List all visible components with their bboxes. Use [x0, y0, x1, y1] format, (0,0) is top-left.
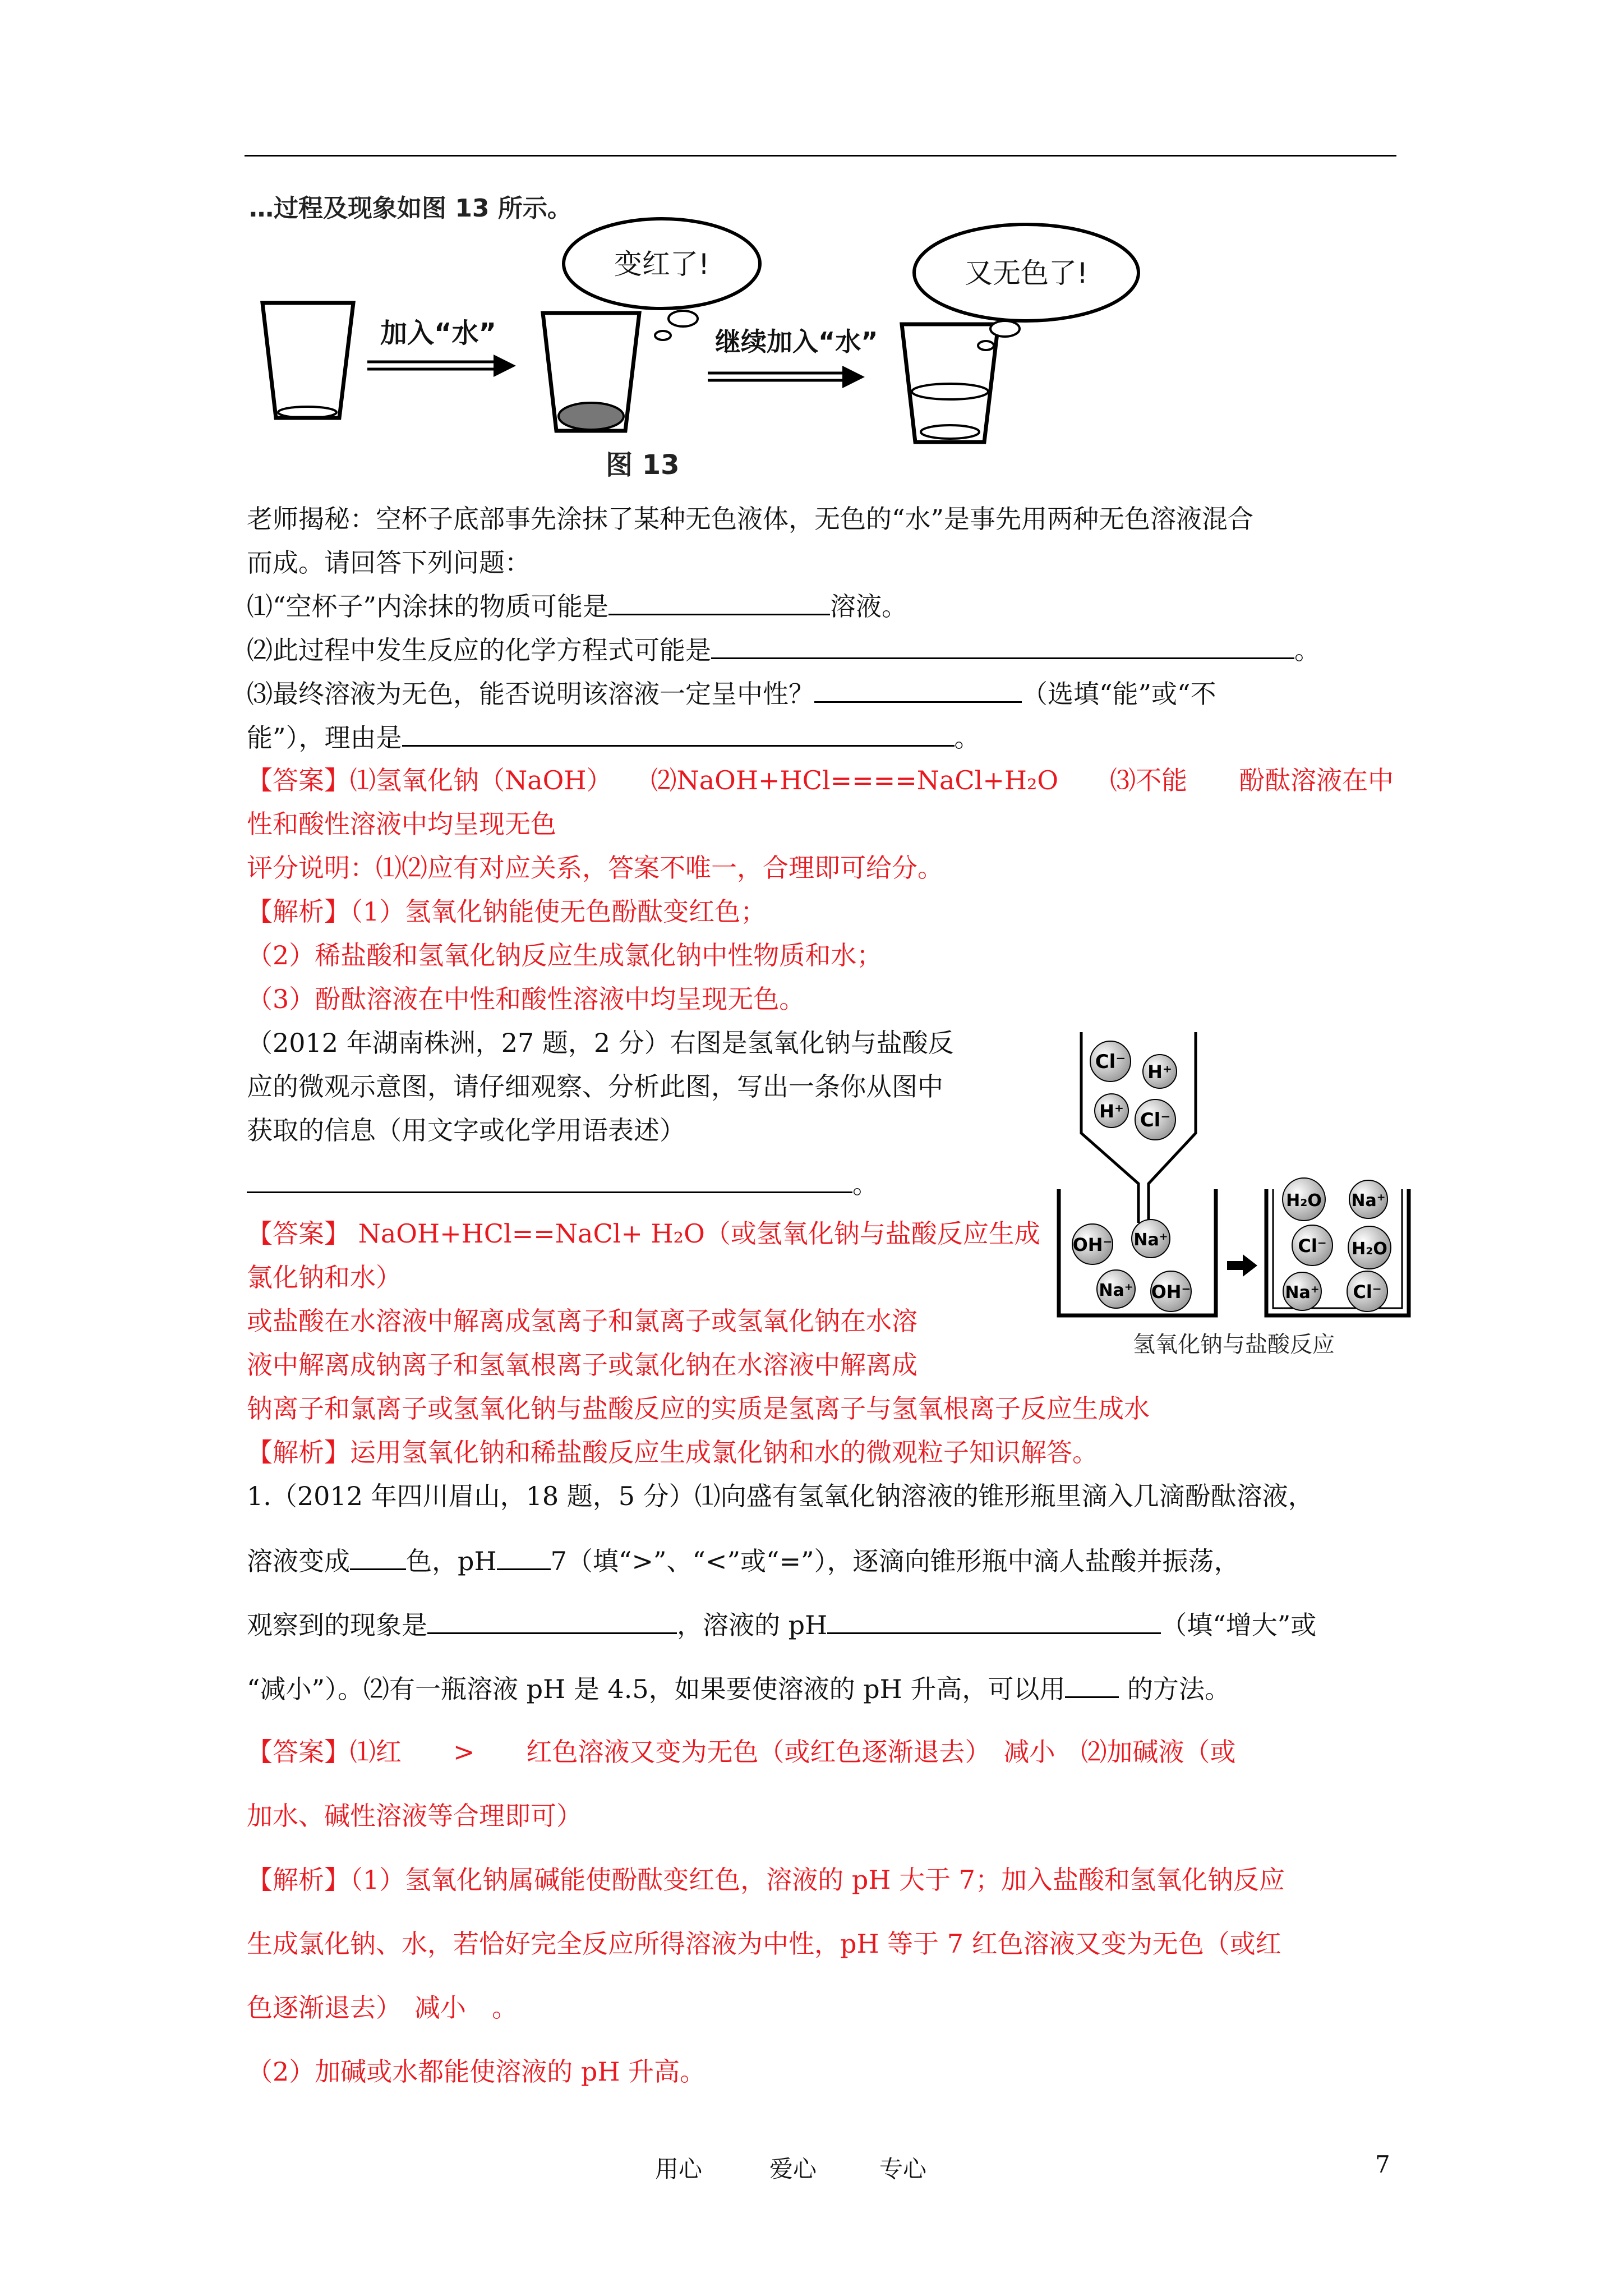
beaker-after-cl-1	[1292, 1225, 1332, 1266]
beaker-ion-oh-2	[1151, 1271, 1191, 1312]
arrow-add-more-water	[708, 326, 878, 388]
figure-13-intro: …过程及现象如图 13 所示。	[249, 194, 572, 223]
beaker-ion-na-1	[1132, 1220, 1170, 1258]
q2-line-4	[247, 1167, 878, 1200]
beaker-ion-na-2	[1097, 1270, 1135, 1308]
q3-line-4-b: 的方法。	[1119, 1674, 1231, 1704]
beaker-after-na-1	[1349, 1180, 1387, 1218]
funnel-ion-h-2	[1095, 1094, 1128, 1128]
svg-text:Cl⁻: Cl⁻	[1298, 1235, 1327, 1257]
q2-answer-1: 【答案】 NaOH+HCl==NaCl+ H₂O（或氢氧化钠与盐酸反应生成	[247, 1218, 1040, 1249]
arrow-add-water	[367, 318, 516, 377]
q3-line-4-a: “减小”）。⑵有一瓶溶液 pH 是 4.5，如果要使溶液的 pH 升高，可以用	[247, 1674, 1066, 1704]
svg-text:H₂O: H₂O	[1286, 1191, 1322, 1211]
q1-sub3-choice: （选填“能”或“不	[1022, 679, 1216, 709]
q3-ph-blank[interactable]	[497, 1544, 551, 1570]
q1-sub1-end: 溶液。	[830, 591, 908, 622]
q1-sub2-blank[interactable]	[711, 633, 1294, 659]
svg-text:Na⁺: Na⁺	[1351, 1191, 1386, 1211]
beaker-after-h2o-2	[1348, 1226, 1391, 1269]
q1-sub2	[247, 633, 1320, 666]
q1-intro-1: 老师揭秘：空杯子底部事先涂抹了某种无色液体，无色的“水”是事先用两种无色溶液混合	[247, 504, 1254, 534]
q3-line-2-a: 溶液变成	[247, 1546, 350, 1576]
svg-text:Cl⁻: Cl⁻	[1140, 1109, 1171, 1131]
empty-cup-icon	[262, 303, 353, 418]
svg-text:Cl⁻: Cl⁻	[1095, 1051, 1126, 1073]
q1-sub3-reason-end: 。	[954, 723, 980, 753]
q2-line-3: 获取的信息（用文字或化学用语表述）	[247, 1115, 685, 1145]
figure-13-label: 图 13	[606, 449, 680, 481]
beaker-ion-oh-1	[1072, 1224, 1113, 1264]
q2-line-1: （2012 年湖南株洲，27 题，2 分）右图是氢氧化钠与盐酸反	[247, 1028, 954, 1058]
page-number: 7	[1375, 2151, 1390, 2178]
q1-explain-2: （2）稀盐酸和氢氧化钠反应生成氯化钠中性物质和水；	[247, 940, 883, 970]
q1-sub3-reason	[247, 720, 980, 754]
svg-text:OH⁻: OH⁻	[1072, 1234, 1113, 1255]
q3-line-1: 1.（2012 年四川眉山，18 题，5 分）⑴向盛有氢氧化钠溶液的锥形瓶里滴入几滴酚酞溶液，	[247, 1481, 1314, 1511]
svg-text:H₂O: H₂O	[1352, 1239, 1387, 1259]
bubble-colorless-text: 又无色了!	[964, 257, 1089, 289]
q3-color-blank[interactable]	[350, 1544, 406, 1570]
q1-sub3-blank-1[interactable]	[814, 677, 1022, 703]
svg-text:Cl⁻: Cl⁻	[1353, 1281, 1382, 1303]
q2-line-4-end: 。	[852, 1169, 878, 1199]
q1-sub1-blank[interactable]	[608, 589, 830, 615]
q3-line-2-b: 色，pH	[406, 1546, 497, 1576]
q3-line-3-a: 观察到的现象是	[247, 1610, 427, 1640]
q3-line-3-b: ，溶液的 pH	[677, 1610, 828, 1640]
svg-text:Na⁺: Na⁺	[1133, 1230, 1168, 1250]
q3-explain-2: 生成氯化钠、水，若恰好完全反应所得溶液为中性，pH 等于 7 红色溶液又变为无色（或红	[247, 1929, 1281, 1959]
q2-answer-4: 液中解离成钠离子和氢氧根离子或氯化钠在水溶液中解离成	[247, 1350, 917, 1380]
arrow-add-more-water-label: 继续加入“水”	[715, 326, 878, 357]
q2-answer-2: 氯化钠和水）	[247, 1262, 402, 1292]
arrow-add-water-label: 加入“水”	[380, 318, 497, 349]
svg-text:Na⁺: Na⁺	[1099, 1281, 1133, 1300]
footer-motto-1: 用心	[655, 2155, 703, 2183]
q3-phenomenon-blank[interactable]	[427, 1608, 677, 1634]
svg-text:Na⁺: Na⁺	[1285, 1283, 1320, 1303]
thought-bubble-colorless	[914, 224, 1138, 350]
q3-explain-4: （2）加碱或水都能使溶液的 pH 升高。	[247, 2056, 706, 2087]
footer-motto-2: 爱心	[769, 2155, 817, 2183]
q3-answer-2: 加水、碱性溶液等合理即可）	[247, 1801, 582, 1831]
q3-line-3	[247, 1608, 1316, 1641]
q2-answer-blank[interactable]	[247, 1167, 852, 1193]
figure-13	[247, 191, 1424, 494]
bubble-red-text: 变红了!	[614, 248, 710, 280]
q2-explain: 【解析】运用氢氧化钠和稀盐酸反应生成氯化钠和水的微观粒子知识解答。	[247, 1437, 1098, 1467]
svg-text:H⁺: H⁺	[1099, 1101, 1124, 1122]
beaker-after-na-2	[1283, 1272, 1321, 1310]
q1-sub1-text: ⑴“空杯子”内涂抹的物质可能是	[247, 591, 609, 622]
q3-answer-1: 【答案】⑴红 > 红色溶液又变为无色（或红色逐渐退去） 减小 ⑵加碱液（或	[247, 1737, 1236, 1767]
reaction-arrow-icon	[1227, 1254, 1257, 1277]
svg-text:OH⁻: OH⁻	[1151, 1281, 1191, 1303]
q1-sub3-blank-2[interactable]	[402, 720, 955, 747]
funnel-ion-cl-2	[1135, 1099, 1175, 1140]
footer-motto-3: 专心	[879, 2155, 927, 2183]
q1-score-note: 评分说明：⑴⑵应有对应关系，答案不唯一，合理即可给分。	[247, 853, 943, 883]
q1-sub2-text: ⑵此过程中发生反应的化学方程式可能是	[247, 635, 711, 665]
q1-sub2-end: 。	[1294, 635, 1320, 665]
q1-sub1	[247, 589, 907, 623]
red-cup-icon	[543, 313, 639, 431]
q1-answer-1: 【答案】⑴氢氧化钠（NaOH） ⑵NaOH+HCl====NaCl+H₂O ⑶不能 酚酞溶液在中	[247, 765, 1394, 795]
funnel-ion-h-1	[1143, 1055, 1177, 1088]
q1-sub3	[247, 677, 1216, 710]
q3-line-2-c: 7（填“>”、“<”或“=”），逐滴向锥形瓶中滴人盐酸并振荡，	[550, 1546, 1240, 1576]
q2-line-2: 应的微观示意图，请仔细观察、分析此图，写出一条你从图中	[247, 1071, 943, 1102]
header-rule	[245, 155, 1396, 157]
q1-explain-1: 【解析】（1）氢氧化钠能使无色酚酞变红色；	[247, 896, 767, 927]
q3-line-2	[247, 1544, 1240, 1577]
q1-explain-3: （3）酚酞溶液在中性和酸性溶液中均呈现无色。	[247, 984, 805, 1014]
beaker-after-cl-2	[1347, 1271, 1387, 1312]
q3-explain-3: 色逐渐退去） 减小 。	[247, 1993, 518, 2023]
q3-explain-1: 【解析】（1）氢氧化钠属碱能使酚酞变红色，溶液的 pH 大于 7；加入盐酸和氢氧化钠反应	[247, 1865, 1285, 1895]
q3-line-4	[247, 1672, 1230, 1705]
q3-method-blank[interactable]	[1065, 1672, 1119, 1698]
q1-answer-2: 性和酸性溶液中均呈现无色	[247, 809, 556, 839]
svg-text:H⁺: H⁺	[1147, 1061, 1172, 1083]
q2-answer-5: 钠离子和氯离子或氢氧化钠与盐酸反应的实质是氢离子与氢氧根离子反应生成水	[247, 1393, 1150, 1424]
thought-bubble-red	[564, 219, 760, 340]
q2-answer-3: 或盐酸在水溶液中解离成氢离子和氯离子或氢氧化钠在水溶	[247, 1306, 917, 1336]
q1-sub3-text: ⑶最终溶液为无色，能否说明该溶液一定呈中性？	[247, 679, 814, 709]
naoh-hcl-micro-diagram	[1049, 1021, 1419, 1380]
q3-ph-change-blank[interactable]	[827, 1608, 1161, 1634]
beaker-after-h2o-1	[1283, 1178, 1325, 1221]
q1-intro-2: 而成。请回答下列问题：	[247, 547, 531, 578]
q1-sub3-reason-text: 能”），理由是	[247, 723, 402, 753]
micro-diagram-caption: 氢氧化钠与盐酸反应	[1133, 1332, 1335, 1358]
funnel-ion-cl-1	[1090, 1041, 1131, 1082]
q3-line-3-c: （填“增大”或	[1161, 1610, 1317, 1640]
